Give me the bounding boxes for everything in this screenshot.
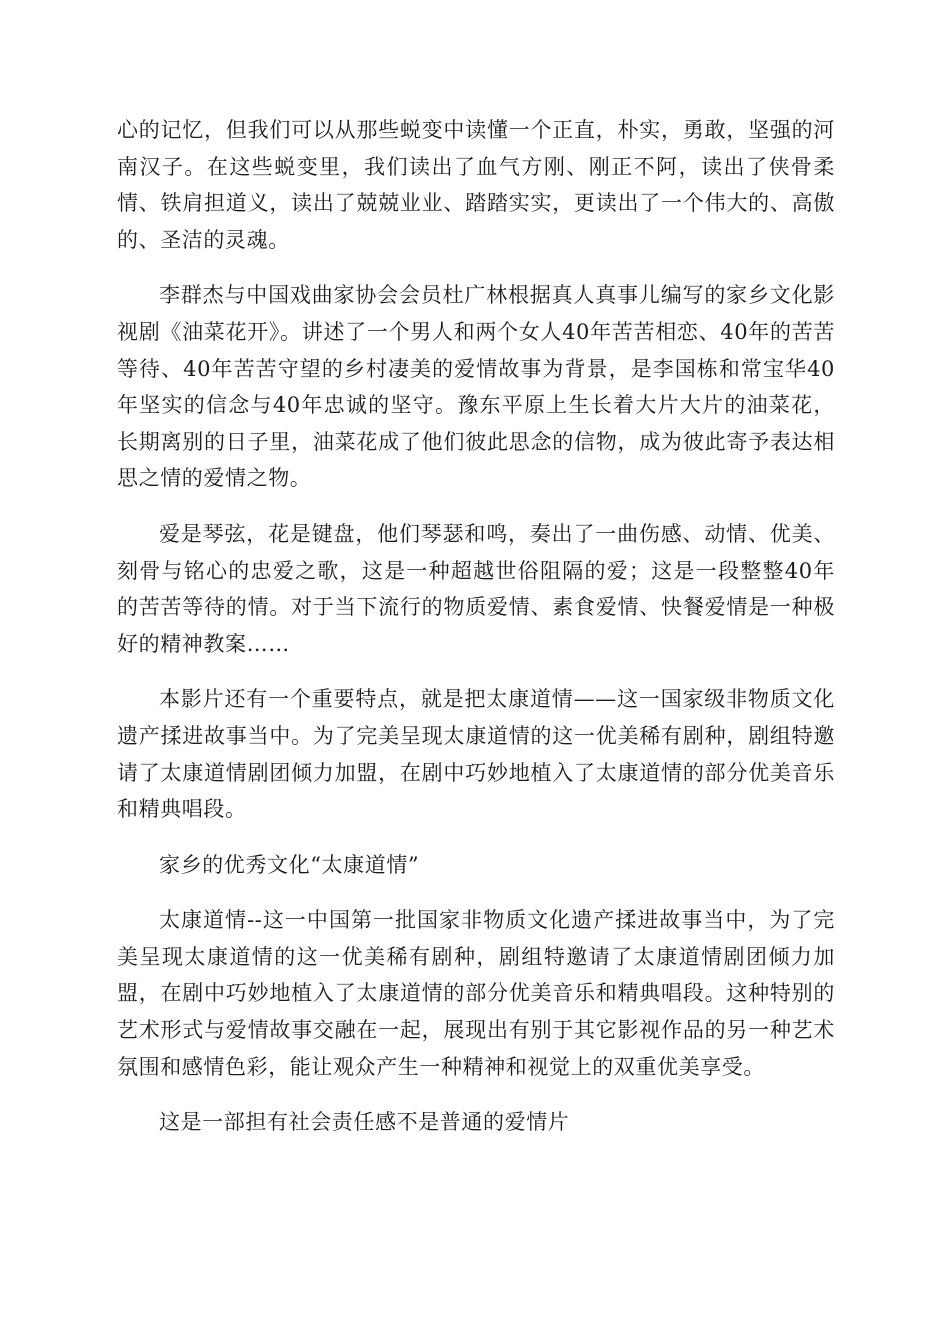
paragraph-film-intro: 李群杰与中国戏曲家协会会员杜广林根据真人真事儿编写的家乡文化影视剧《油菜花开》。讲述了一个男人和两个女人40年苦苦相恋、40年的苦苦等待、40年苦苦守望的乡村凄美的爱情故事为背景，是李国栋和常宝华40年坚实的信念与40年忠诚的坚守。豫东平原上生长着大片大片的油菜花，长期离别的日子里，油菜花成了他们彼此思念的信物，成为彼此寄予表达相思之情的爱情之物。 xyxy=(117,283,835,491)
paragraph-feature: 本影片还有一个重要特点，就是把太康道情——这一国家级非物质文化遗产揉进故事当中。为了完美呈现太康道情的这一优美稀有剧种，剧组特邀请了太康道情剧团倾力加盟，在剧中巧妙地植入了太康道情的部分优美音乐和精典唱段。 xyxy=(117,687,835,822)
document-body xyxy=(117,112,835,1160)
section-heading-taikang-daoqing: 家乡的优秀文化“太康道情” xyxy=(159,852,420,877)
paragraph-taikang-daoqing: 太康道情--这一中国第一批国家非物质文化遗产揉进故事当中，为了完美呈现太康道情的这一优美稀有剧种，剧组特邀请了太康道情剧团倾力加盟，在剧中巧妙地植入了太康道情的部分优美音乐和精典唱段。这种特别的艺术形式与爱情故事交融在一起，展现出有别于其它影视作品的另一种艺术氛围和感情色彩，能让观众产生一种精神和视觉上的双重优美享受。 xyxy=(117,908,835,1079)
section-heading-social-responsibility: 这是一部担有社会责任感不是普通的爱情片 xyxy=(159,1110,570,1135)
paragraph-love-song: 爱是琴弦，花是键盘，他们琴瑟和鸣，奏出了一曲伤感、动情、优美、刻骨与铭心的忠爱之歌，这是一种超越世俗阻隔的爱；这是一段整整40年的苦苦等待的情。对于当下流行的物质爱情、素食爱情、快餐爱情是一种极好的精神教案…… xyxy=(117,521,835,656)
paragraph-continuation: 心的记忆，但我们可以从那些蜕变中读懂一个正直，朴实，勇敢，坚强的河南汉子。在这些蜕变里，我们读出了血气方刚、刚正不阿，读出了侠骨柔情、铁肩担道义，读出了兢兢业业、踏踏实实，更读出了一个伟大的、高傲的、圣洁的灵魂。 xyxy=(117,118,835,252)
